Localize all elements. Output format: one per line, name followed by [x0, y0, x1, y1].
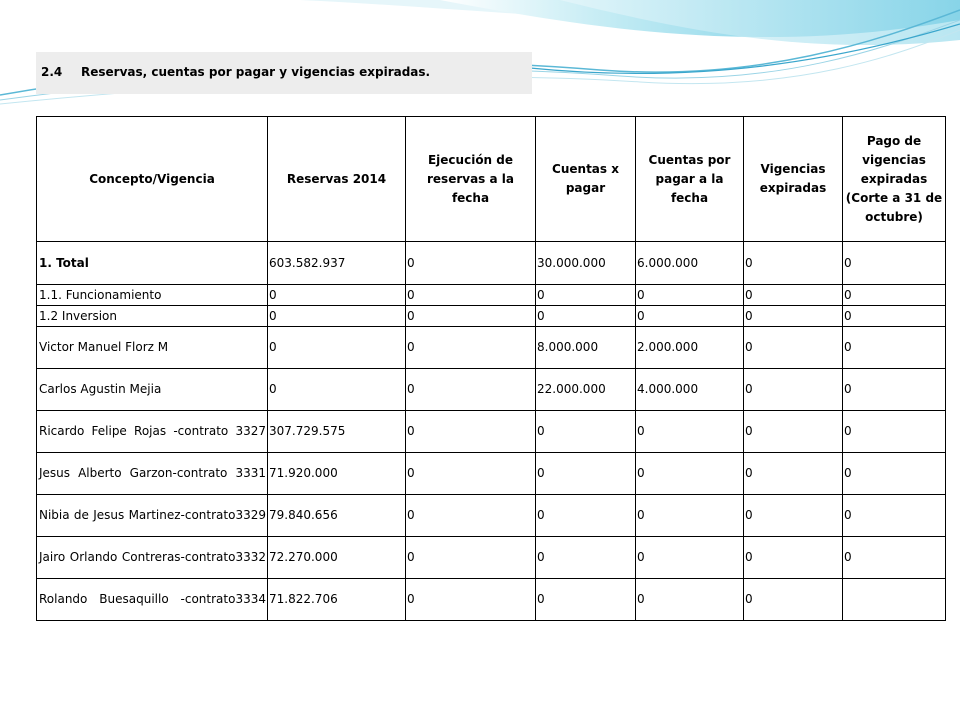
- table-cell: 0: [636, 453, 744, 495]
- table-cell: 0: [406, 453, 536, 495]
- table-cell: Nibia de Jesus Martinez-contrato3329: [37, 495, 268, 537]
- table-row: [37, 579, 946, 621]
- table-cell: 0: [636, 579, 744, 621]
- table-cell: 4.000.000: [636, 369, 744, 411]
- table-cell: 2.000.000: [636, 327, 744, 369]
- table-cell: 0: [268, 285, 406, 306]
- table-cell: 1. Total: [37, 242, 268, 285]
- table-cell: 603.582.937: [268, 242, 406, 285]
- table-cell: 0: [268, 306, 406, 327]
- table-cell: 71.920.000: [268, 453, 406, 495]
- table-cell: [843, 579, 946, 621]
- table-cell: 0: [406, 579, 536, 621]
- table-row: [37, 495, 946, 537]
- table-cell: 0: [406, 327, 536, 369]
- reservas-table-container: [36, 116, 946, 621]
- header-reservas: Reservas 2014: [268, 117, 406, 242]
- table-cell: 71.822.706: [268, 579, 406, 621]
- table-cell: 0: [406, 242, 536, 285]
- table-cell: 0: [536, 495, 636, 537]
- table-cell: 0: [744, 453, 843, 495]
- header-cuentas-x-pagar: Cuentas x pagar: [536, 117, 636, 242]
- table-cell: 0: [843, 306, 946, 327]
- table-cell: Victor Manuel Florz M: [37, 327, 268, 369]
- section-number: 2.4: [41, 65, 63, 79]
- table-cell: 1.2 Inversion: [37, 306, 268, 327]
- table-cell: 8.000.000: [536, 327, 636, 369]
- table-cell: 6.000.000: [636, 242, 744, 285]
- section-heading: Reservas, cuentas por pagar y vigencias expiradas.: [81, 65, 431, 79]
- table-cell: 0: [406, 306, 536, 327]
- table-cell: 0: [636, 285, 744, 306]
- table-cell: 0: [744, 327, 843, 369]
- table-cell: Jesus Alberto Garzon-contrato 3331: [37, 453, 268, 495]
- table-cell: 0: [843, 411, 946, 453]
- table-cell: Ricardo Felipe Rojas -contrato 3327: [37, 411, 268, 453]
- table-cell: 22.000.000: [536, 369, 636, 411]
- table-cell: 0: [536, 453, 636, 495]
- table-row: [37, 411, 946, 453]
- table-cell: 0: [843, 242, 946, 285]
- table-row: [37, 306, 946, 327]
- table-row: [37, 327, 946, 369]
- header-pago-vigencias: Pago de vigencias expiradas (Corte a 31 de octubre): [843, 117, 946, 242]
- table-header-row: [37, 117, 946, 242]
- header-ejecucion: Ejecución de reservas a la fecha: [406, 117, 536, 242]
- table-cell: 79.840.656: [268, 495, 406, 537]
- table-cell: 0: [406, 495, 536, 537]
- table-cell: 72.270.000: [268, 537, 406, 579]
- table-cell: 0: [268, 369, 406, 411]
- header-concepto: Concepto/Vigencia: [37, 117, 268, 242]
- table-cell: 0: [268, 327, 406, 369]
- header-cuentas-fecha: Cuentas por pagar a la fecha: [636, 117, 744, 242]
- table-cell: 0: [536, 579, 636, 621]
- table-row: [37, 285, 946, 306]
- table-cell: 0: [843, 453, 946, 495]
- table-row: [37, 453, 946, 495]
- table-cell: 0: [744, 495, 843, 537]
- table-cell: Jairo Orlando Contreras-contrato3332: [37, 537, 268, 579]
- table-cell: 0: [406, 369, 536, 411]
- table-row-total: [37, 242, 946, 285]
- table-cell: 0: [536, 306, 636, 327]
- table-cell: 0: [744, 579, 843, 621]
- header-vigencias: Vigencias expiradas: [744, 117, 843, 242]
- reservas-table: [36, 116, 946, 621]
- table-cell: 0: [744, 285, 843, 306]
- table-cell: 0: [744, 537, 843, 579]
- table-cell: 0: [636, 495, 744, 537]
- table-cell: 0: [843, 495, 946, 537]
- table-cell: 0: [843, 285, 946, 306]
- table-cell: 0: [406, 411, 536, 453]
- slide-title: [36, 52, 532, 94]
- table-row: [37, 537, 946, 579]
- table-cell: 0: [536, 285, 636, 306]
- table-cell: 0: [636, 537, 744, 579]
- table-cell: 0: [744, 242, 843, 285]
- table-cell: 0: [744, 411, 843, 453]
- table-cell: 0: [406, 537, 536, 579]
- table-cell: 0: [636, 306, 744, 327]
- table-cell: 0: [744, 306, 843, 327]
- table-cell: 307.729.575: [268, 411, 406, 453]
- table-cell: Carlos Agustin Mejia: [37, 369, 268, 411]
- table-cell: Rolando Buesaquillo -contrato3334: [37, 579, 268, 621]
- table-cell: 0: [843, 327, 946, 369]
- table-cell: 0: [843, 369, 946, 411]
- table-cell: 1.1. Funcionamiento: [37, 285, 268, 306]
- table-cell: 0: [406, 285, 536, 306]
- table-cell: 0: [636, 411, 744, 453]
- table-cell: 30.000.000: [536, 242, 636, 285]
- table-cell: 0: [744, 369, 843, 411]
- table-cell: 0: [536, 411, 636, 453]
- table-row: [37, 369, 946, 411]
- table-cell: 0: [843, 537, 946, 579]
- table-cell: 0: [536, 537, 636, 579]
